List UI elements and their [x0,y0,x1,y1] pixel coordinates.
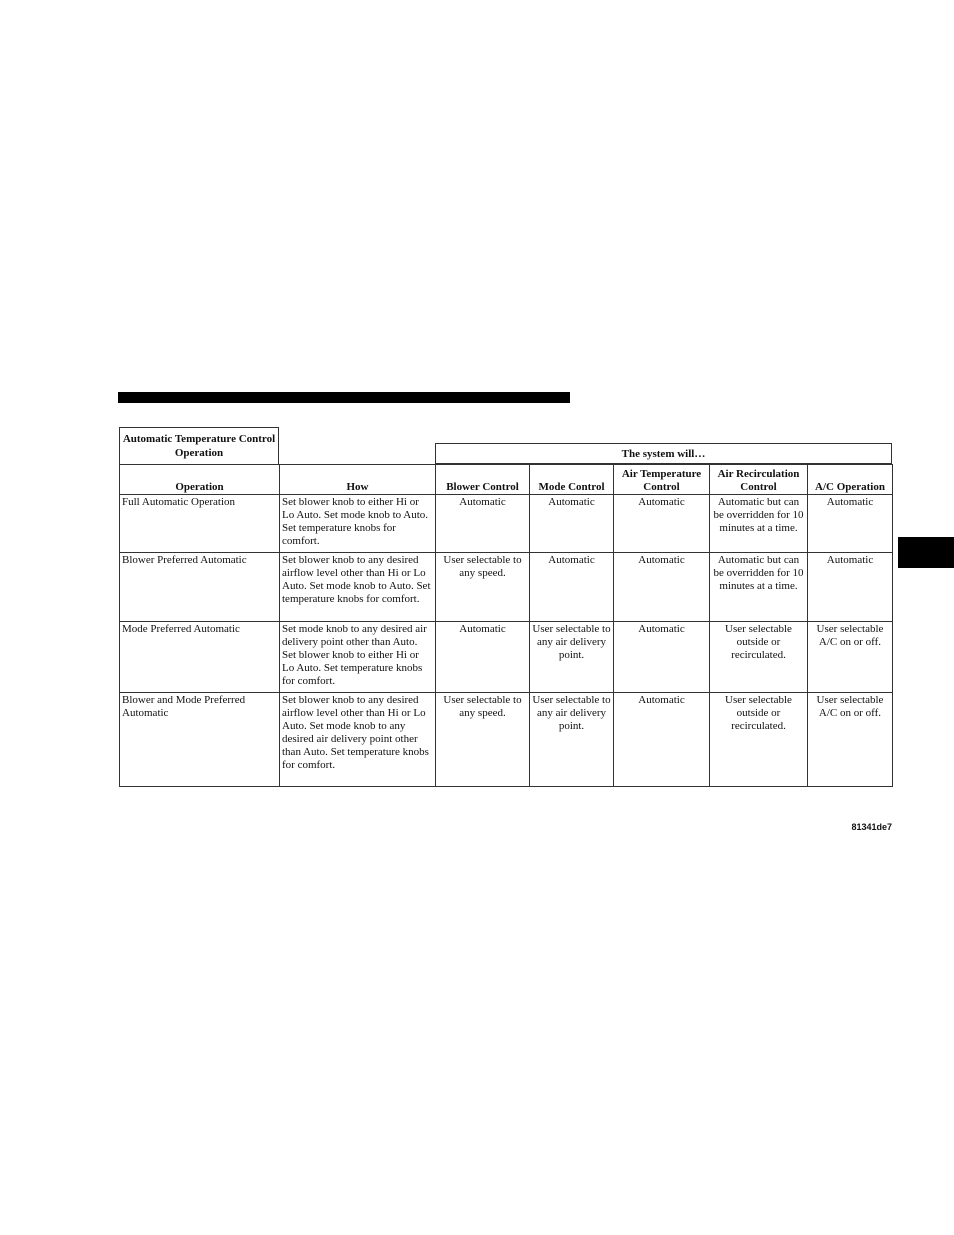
cell-air-temp: Automatic [614,495,710,553]
cell-how: Set blower knob to any desired airflow level other than Hi or Lo Auto. Set mode knob to any desired air delivery point other than Auto. Set temperature knobs for comfort. [280,693,436,787]
cell-operation: Blower Preferred Automatic [120,553,280,622]
col-header-how: How [280,465,436,495]
section-rule [118,392,570,403]
cell-operation: Full Automatic Operation [120,495,280,553]
cell-blower: Automatic [436,495,530,553]
figure-code: 81341de7 [851,822,892,832]
col-header-blower-control: Blower Control [436,465,530,495]
col-header-air-recirculation-control: Air Recirculation Control [710,465,808,495]
col-header-mode-control: Mode Control [530,465,614,495]
cell-ac: Automatic [808,553,893,622]
table-header-row [120,465,893,495]
cell-ac: User selectable A/C on or off. [808,693,893,787]
cell-how: Set blower knob to any desired airflow level other than Hi or Lo Auto. Set mode knob to Auto. Set temperature knobs for comfort. [280,553,436,622]
col-header-ac-operation: A/C Operation [808,465,893,495]
table-row [120,693,893,787]
cell-mode: Automatic [530,553,614,622]
cell-air-recirc: User selectable outside or recirculated. [710,622,808,693]
cell-ac: Automatic [808,495,893,553]
cell-air-recirc: User selectable outside or recirculated. [710,693,808,787]
table-row [120,622,893,693]
cell-how: Set blower knob to either Hi or Lo Auto. Set mode knob to Auto. Set temperature knobs for comfort. [280,495,436,553]
cell-ac: User selectable A/C on or off. [808,622,893,693]
cell-mode: User selectable to any air delivery point. [530,622,614,693]
cell-air-temp: Automatic [614,622,710,693]
table-title-box: Automatic Temperature Control Operation [119,427,279,465]
col-header-air-temperature-control: Air Temperature Control [614,465,710,495]
chapter-tab [898,537,954,568]
operation-table [119,464,893,787]
col-header-operation: Operation [120,465,280,495]
cell-air-recirc: Automatic but can be overridden for 10 minutes at a time. [710,495,808,553]
table-row [120,495,893,553]
cell-air-temp: Automatic [614,693,710,787]
cell-blower: Automatic [436,622,530,693]
cell-how: Set mode knob to any desired air delivery point other than Auto. Set blower knob to either Hi or Lo Auto. Set temperature knobs for comfort. [280,622,436,693]
cell-air-temp: Automatic [614,553,710,622]
cell-mode: Automatic [530,495,614,553]
cell-operation: Mode Preferred Automatic [120,622,280,693]
cell-blower: User selectable to any speed. [436,693,530,787]
cell-operation: Blower and Mode Preferred Automatic [120,693,280,787]
system-will-header: The system will… [435,443,892,464]
cell-mode: User selectable to any air delivery point. [530,693,614,787]
cell-blower: User selectable to any speed. [436,553,530,622]
cell-air-recirc: Automatic but can be overridden for 10 minutes at a time. [710,553,808,622]
table-row [120,553,893,622]
